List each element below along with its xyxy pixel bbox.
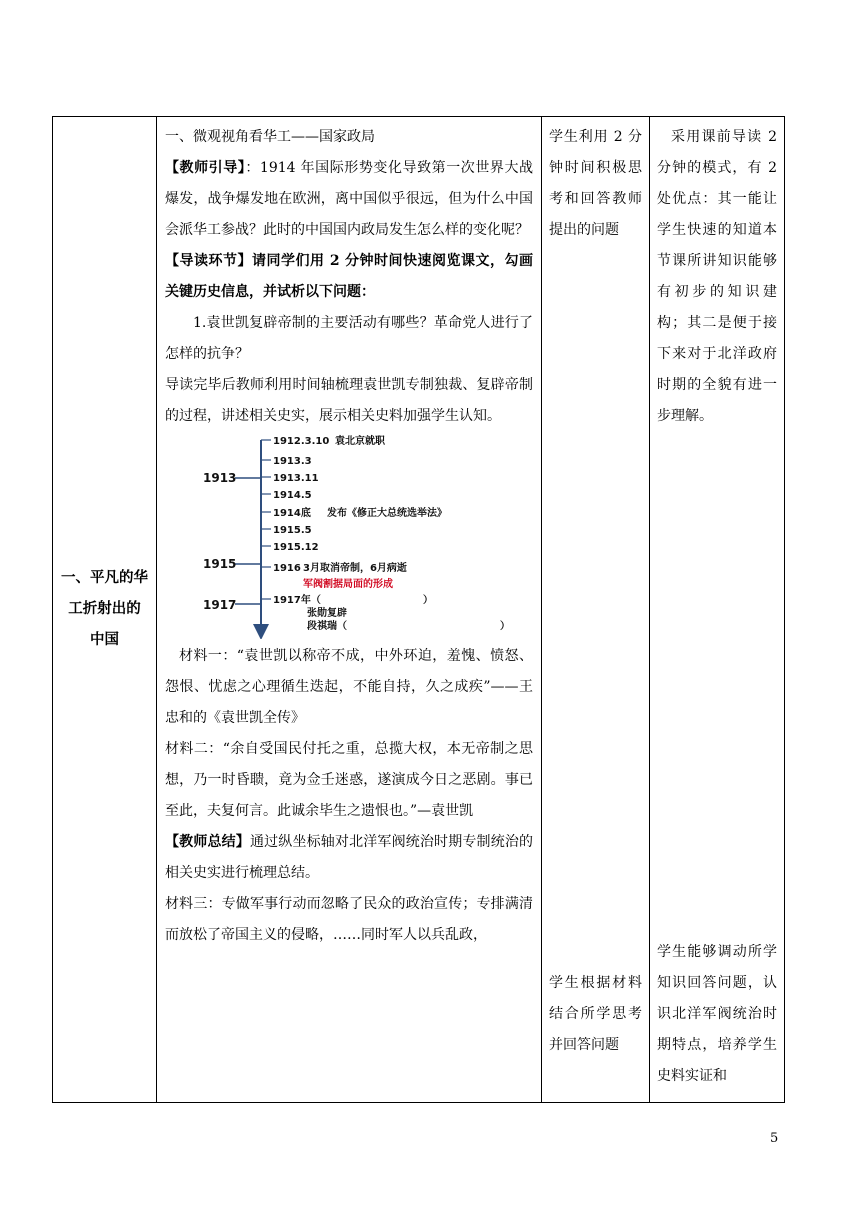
teaching-content-cell xyxy=(157,117,542,1103)
content-heading: 一、微观视角看华工——国家政局 xyxy=(165,129,375,145)
summary-label: 【教师总结】 xyxy=(165,834,250,850)
year-label: 1917 xyxy=(203,598,237,612)
duanqirui-entry: 段祺瑞（ xyxy=(307,621,347,632)
section-title-line: 工折射出的 xyxy=(68,601,141,617)
timeline-red-note: 军阀割据局面的形成 xyxy=(303,579,393,590)
timeline-svg xyxy=(165,434,535,639)
teacher-guide-text: ：1914 年国际形势变化导致第一次世界大战爆发，战争爆发地在欧洲，离中国似乎很远，但为什么中国会派华工参战？此时的中国国内政局发生怎么样的变化呢？ xyxy=(165,160,534,238)
material-3: 材料三：专做军事行动而忽略了民众的政治宣传；专排满清而放松了帝国主义的侵略，……同时军人以兵乱政， xyxy=(165,896,533,943)
material-1: 材料一：“袁世凯以称帝不成，中外环迫，羞愧、愤怒、怨恨、忧虑之心理循生迭起，不能自持，久之成疾”——王忠和的《袁世凯全传》 xyxy=(165,648,533,726)
section-cell xyxy=(53,117,157,1103)
design-intent-2: 学生能够调动所学知识回答问题，认识北洋军阀统治时期特点，培养学生史料实证和 xyxy=(657,944,777,1084)
teacher-summary xyxy=(165,827,533,889)
section-title-line: 一、平凡的华 xyxy=(61,570,148,586)
section-title xyxy=(53,563,156,656)
table-row xyxy=(53,117,785,1103)
after-reading-text: 导读完毕后教师利用时间轴梳理袁世凯专制独裁、复辟帝制的过程，讲述相关史实，展示相关史料加强学生认知。 xyxy=(165,377,533,424)
timeline-date: 1915.12 xyxy=(273,542,319,553)
reading-label: 【导读环节】 xyxy=(165,253,252,269)
student-activity-cell xyxy=(542,117,650,1103)
entry-1917: 1917年（ xyxy=(273,595,321,606)
timeline-date: 1913.3 xyxy=(273,456,312,467)
timeline-entries xyxy=(261,434,447,574)
reading-text: 请同学们用 2 分钟时间快速阅览课文，勾画关键历史信息，并试析以下问题： xyxy=(165,253,533,300)
paren-close: ） xyxy=(500,621,510,632)
year-label: 1915 xyxy=(203,557,237,571)
timeline-date: 1915.5 xyxy=(273,525,312,536)
timeline-date: 1912.3.10 xyxy=(273,436,330,447)
design-intent-cell xyxy=(650,117,785,1103)
teacher-guide-label: 【教师引导】 xyxy=(165,160,246,176)
student-activity-2: 学生根据材料结合所学思考并回答问题 xyxy=(549,975,642,1053)
year-label: 1913 xyxy=(203,471,237,485)
teaching-content xyxy=(157,117,541,951)
timeline-event: 袁北京就职 xyxy=(335,436,385,447)
timeline-date: 1914.5 xyxy=(273,490,312,501)
timeline-date: 1914底 xyxy=(273,508,311,519)
paren-close: ） xyxy=(423,595,433,606)
timeline-event: 3月取消帝制，6月病逝 xyxy=(303,563,407,574)
timeline-date: 1913.11 xyxy=(273,473,319,484)
section-title-line: 中国 xyxy=(90,632,119,648)
zhangxun-restoration: 张勋复辟 xyxy=(307,608,347,619)
lesson-plan-table xyxy=(52,116,785,1103)
summary-text: 通过纵坐标轴对北洋军阀统治时期专制统治的相关史实进行梳理总结。 xyxy=(165,834,534,881)
teacher-guide xyxy=(165,153,533,246)
reading-section xyxy=(165,246,533,308)
design-intent-1: 采用课前导读 2 分钟的模式，有 2 处优点：其一能让学生快速的知道本节课所讲知识能够有初步的知识建构；其二是便于接下来对于北洋政府时期的全貌有进一步理解。 xyxy=(657,129,777,424)
material-2: 材料二：“余自受国民付托之重，总揽大权，本无帝制之思想，乃一时昏聩，竟为佥壬迷惑，遂演成今日之恶剧。事已至此，夫复何言。此诚余毕生之遗恨也。”—袁世凯 xyxy=(165,741,533,819)
timeline-event: 发布《修正大总统选举法》 xyxy=(327,508,447,519)
timeline-date: 1916 xyxy=(273,563,301,574)
student-activity-1: 学生利用 2 分钟时间积极思考和回答教师提出的问题 xyxy=(549,129,642,238)
question-1: 1.袁世凯复辟帝制的主要活动有哪些？革命党人进行了怎样的抗争？ xyxy=(165,315,533,362)
timeline-figure xyxy=(165,434,533,639)
page-number: 5 xyxy=(770,1131,779,1146)
